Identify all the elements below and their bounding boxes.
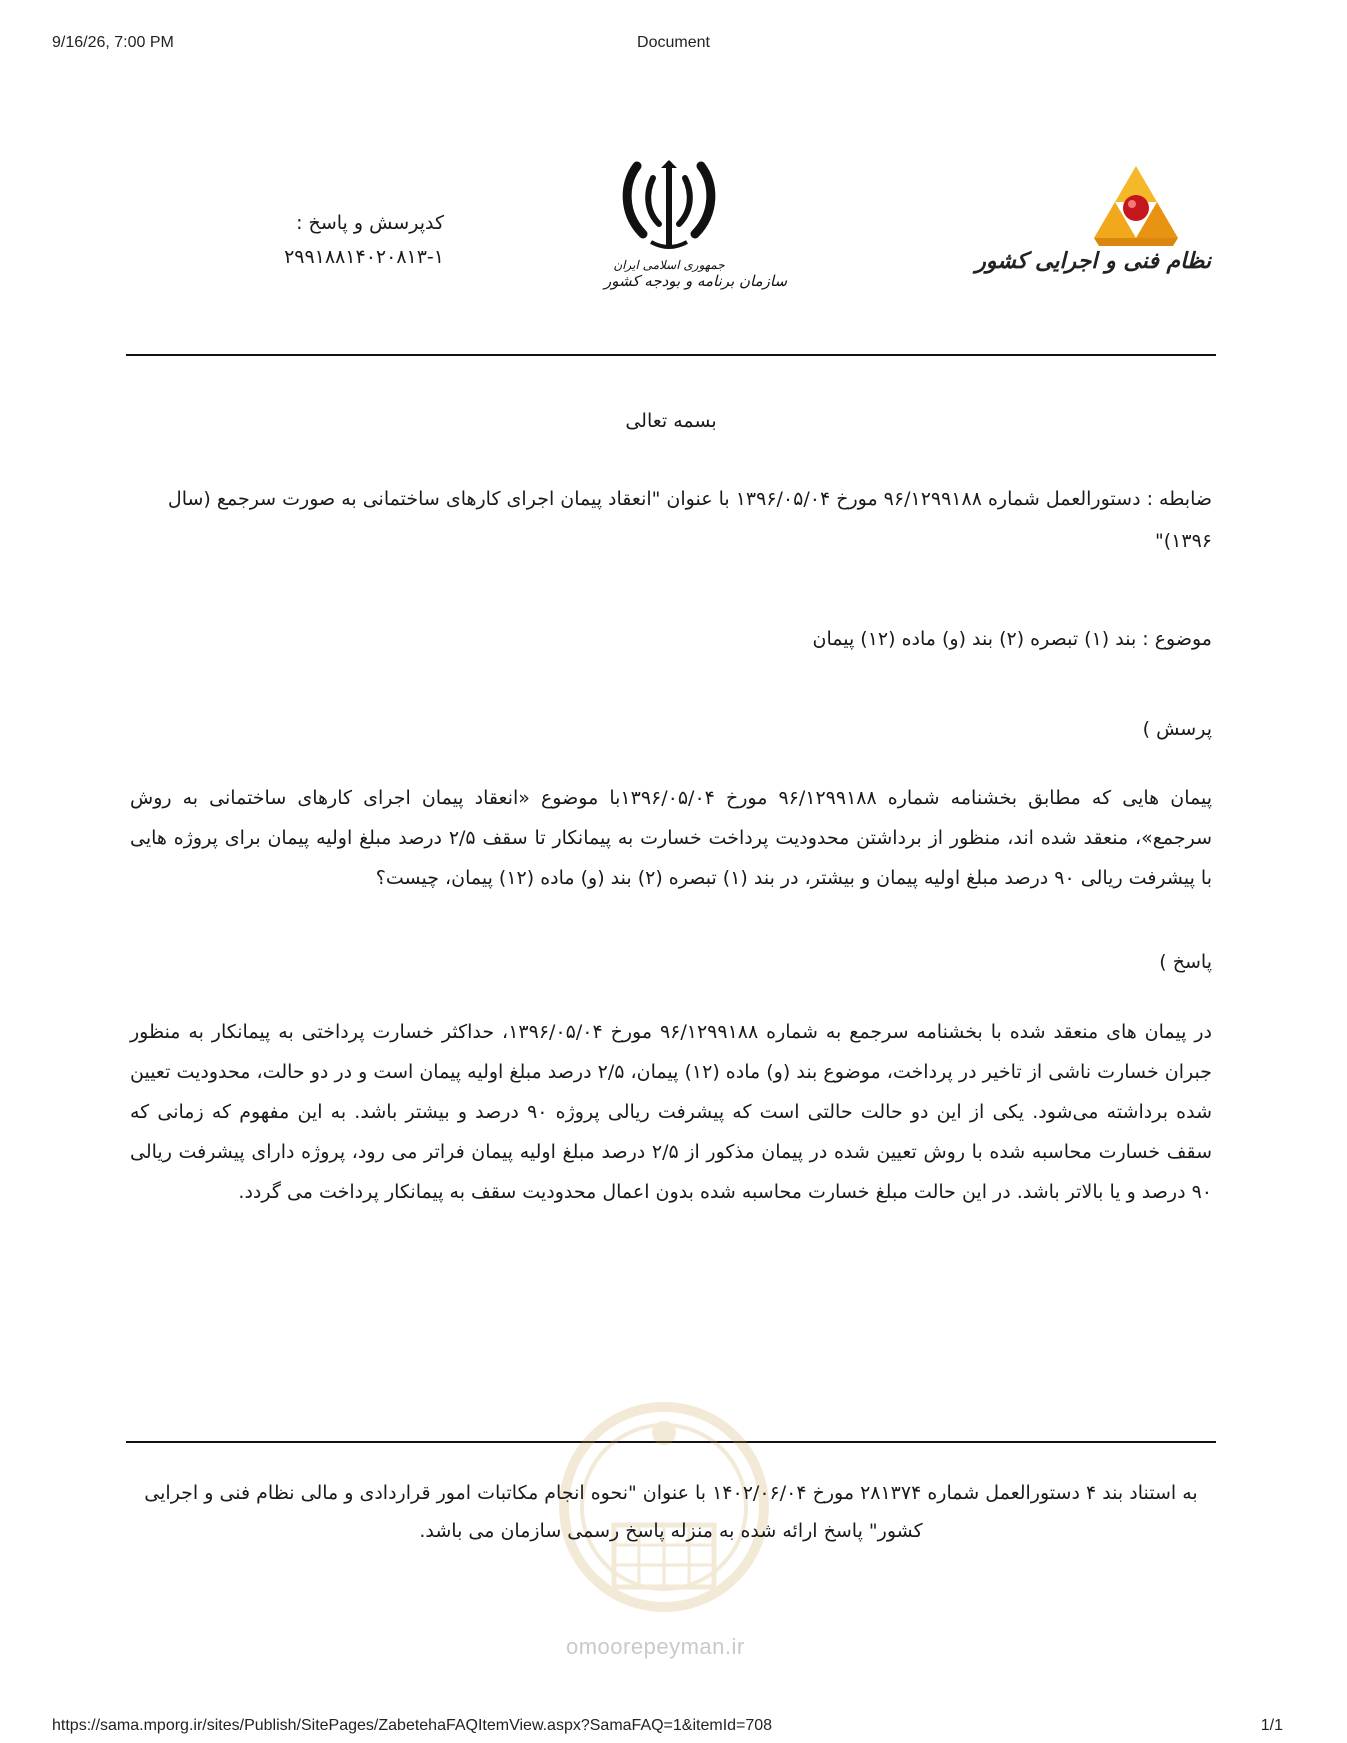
print-document-title: Document <box>637 34 710 51</box>
government-emblem <box>604 160 788 290</box>
footer-divider <box>126 1441 1216 1443</box>
header-divider <box>126 354 1216 356</box>
question-body: پیمان هایی که مطابق بخشنامه شماره ۹۶/۱۲۹۹۱۸۸ مورخ ۱۳۹۶/۰۵/۰۴با موضوع «انعقاد پیمان اجرای کارهای ساختمانی به روش سرجمع»، منعقد شده اند، منظور از برداشتن محدودیت پرداخت خسارت به پیمانکار تا سقف ۲/۵ درصد مبلغ اولیه پیمان برای پروژه هایی با پیشرفت ریالی ۹۰ درصد مبلغ اولیه پیمان و بیشتر، در بند (۱) تبصره (۲) بند (و) ماده (۱۲) پیمان، چیست؟ <box>130 787 1212 889</box>
answer-body: در پیمان های منعقد شده با بخشنامه سرجمع به شماره ۹۶/۱۲۹۹۱۸۸ مورخ ۱۳۹۶/۰۵/۰۴، حداکثر خسارت پرداختی به پیمانکار به منظور جبران خسارت ناشی از تاخیر در پرداخت، موضوع بند (و) ماده (۱۲) پیمان، ۲/۵ درصد مبلغ اولیه پیمان است و در دو حالت، محدودیت تعیین شده برداشته می‌شود. یکی از این دو حالت حالتی است که پیشرفت ریالی پروژه ۹۰ درصد و بیشتر باشد. به این مفهوم که زمانی که سقف خسارت محاسبه شده با روش تعیین شده در پیمان مذکور از ۲/۵ درصد مبلغ اولیه پیمان فراتر می رود، پروژه دارای پیشرفت ریالی ۹۰ درصد و یا بالاتر باشد. در این حالت مبلغ خسارت محاسبه شده بدون اعمال محدودیت سقف به پیمانکار پرداخت می گردد. <box>130 1021 1212 1203</box>
watermark-site: omoorepeyman.ir <box>566 1634 745 1659</box>
regulation-line: ضابطه : دستورالعمل شماره ۹۶/۱۲۹۹۱۸۸ مورخ ۱۳۹۶/۰۵/۰۴ با عنوان "انعقاد پیمان اجرای کارهای ساختمانی به صورت سرجمع (سال ۱۳۹۶)" <box>167 488 1212 552</box>
print-datetime: 9/16/26, 7:00 PM <box>52 34 174 51</box>
organization-logo-text: نظام فنی و اجرایی کشور <box>975 248 1211 274</box>
invocation: بسمه تعالی <box>625 410 717 432</box>
reference-code: ۲۹۹۱۸۸۱۴۰۲۰۸۱۳-۱ <box>284 246 444 268</box>
pyramid-logo-icon <box>1081 164 1191 250</box>
letterhead <box>126 150 1216 330</box>
iran-emblem-icon <box>621 160 717 252</box>
emblem-caption-republic: جمهوری اسلامی ایران <box>613 258 725 272</box>
print-page-number: 1/1 <box>1260 1717 1283 1734</box>
emblem-caption-organization: سازمان برنامه و بودجه کشور <box>604 272 788 290</box>
answer-heading: پاسخ ) <box>1159 951 1212 973</box>
reference-block <box>244 206 444 274</box>
question-heading: پرسش ) <box>1142 718 1212 740</box>
reference-label: کدپرسش و پاسخ : <box>296 212 444 234</box>
footer-note: به استناد بند ۴ دستورالعمل شماره ۲۸۱۳۷۴ مورخ ۱۴۰۲/۰۶/۰۴ با عنوان "نحوه انجام مکاتبات امور قراردادی و مالی نظام فنی و اجرایی کشور" پاسخ ارائه شده به منزله پاسخ رسمی سازمان می باشد. <box>144 1482 1198 1542</box>
subject-line: موضوع : بند (۱) تبصره (۲) بند (و) ماده (۱۲) پیمان <box>812 628 1212 650</box>
organization-logo <box>975 164 1211 274</box>
print-url: https://sama.mporg.ir/sites/Publish/SitePages/ZabetehaFAQItemView.aspx?SamaFAQ=1&itemId=708 <box>52 1717 773 1734</box>
